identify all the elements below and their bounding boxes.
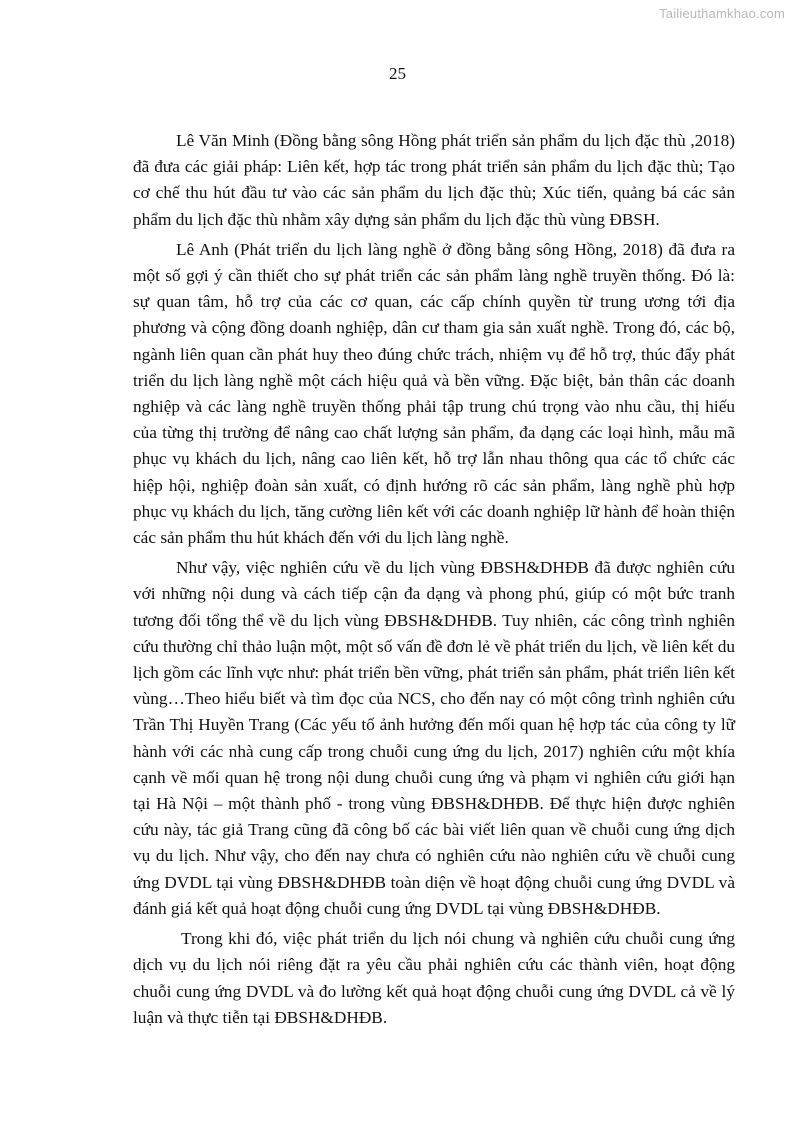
watermark: Tailieuthamkhao.com xyxy=(659,6,785,21)
paragraph: Trong khi đó, việc phát triển du lịch nói chung và nghiên cứu chuỗi cung ứng dịch vụ du lịch nói riêng đặt ra yêu cầu phải nghiên cứu các thành viên, hoạt động chuỗi cung ứng DVDL và đo lường kết quả hoạt động chuỗi cung ứng DVDL cả về lý luận và thực tiễn tại ĐBSH&DHĐB. xyxy=(133,929,735,1027)
paragraph: Lê Văn Minh (Đồng bằng sông Hồng phát triển sản phẩm du lịch đặc thù ,2018) đã đưa các giải pháp: Liên kết, hợp tác trong phát triển sản phẩm du lịch đặc thù; Tạo cơ chế thu hút đầu tư vào các sản phẩm du lịch đặc thù; Xúc tiến, quảng bá các sản phẩm du lịch đặc thù nhằm xây dựng sản phẩm du lịch đặc thù vùng ĐBSH. xyxy=(133,131,735,229)
document-body xyxy=(133,128,735,1035)
paragraph: Lê Anh (Phát triển du lịch làng nghề ở đồng bằng sông Hồng, 2018) đã đưa ra một số gợi ý cần thiết cho sự phát triển các sản phẩm làng nghề truyền thống. Đó là: sự quan tâm, hỗ trợ của các cơ quan, các cấp chính quyền từ trung ương tới địa phương và cộng đồng doanh nghiệp, dân cư tham gia sản xuất nghề. Trong đó, các bộ, ngành liên quan cần phát huy theo đúng chức trách, nhiệm vụ để hỗ trợ, thúc đẩy phát triển du lịch làng nghề một cách hiệu quả và bền vững. Đặc biệt, bản thân các doanh nghiệp và các làng nghề truyền thống phải tập trung chú trọng vào nhu cầu, thị hiếu của từng thị trường để nâng cao chất lượng sản phẩm, đa dạng các loại hình, mẫu mã phục vụ khách du lịch, nâng cao liên kết, hỗ trợ lẫn nhau thông qua các tổ chức các hiệp hội, nghiệp đoàn sản xuất, có định hướng rõ các sản phẩm, làng nghề phù hợp phục vụ khách du lịch, tăng cường liên kết với các doanh nghiệp lữ hành để hoàn thiện các sản phẩm thu hút khách đến với du lịch làng nghề. xyxy=(133,239,735,548)
page-number: 25 xyxy=(389,64,406,83)
paragraph: Như vậy, việc nghiên cứu về du lịch vùng ĐBSH&DHĐB đã được nghiên cứu với những nội dung và cách tiếp cận đa dạng và phong phú, giúp có một bức tranh tương đối tổng thể về du lịch vùng ĐBSH&DHĐB. Tuy nhiên, các công trình nghiên cứu thường chỉ thảo luận một, một số vấn đề đơn lẻ về phát triển du lịch, về liên kết du lịch gồm các lĩnh vực như: phát triển bền vững, phát triển sản phẩm, phát triển liên kết vùng…Theo hiểu biết và tìm đọc của NCS, cho đến nay có một công trình nghiên cứu Trần Thị Huyền Trang (Các yếu tố ảnh hưởng đến mối quan hệ hợp tác của công ty lữ hành với các nhà cung cấp trong chuỗi cung ứng du lịch, 2017) nghiên cứu một khía cạnh về mối quan hệ trong nội dung chuỗi cung ứng và phạm vi nghiên cứu giới hạn tại Hà Nội – một thành phố - trong vùng ĐBSH&DHĐB. Để thực hiện được nghiên cứu này, tác giả Trang cũng đã công bố các bài viết liên quan về chuỗi cung ứng dịch vụ du lịch. Như vậy, cho đến nay chưa có nghiên cứu nào nghiên cứu về chuỗi cung ứng DVDL tại vùng ĐBSH&DHĐB toàn diện về hoạt động chuỗi cung ứng DVDL và đánh giá kết quả hoạt động chuỗi cung ứng DVDL tại vùng ĐBSH&DHĐB. xyxy=(133,558,735,918)
